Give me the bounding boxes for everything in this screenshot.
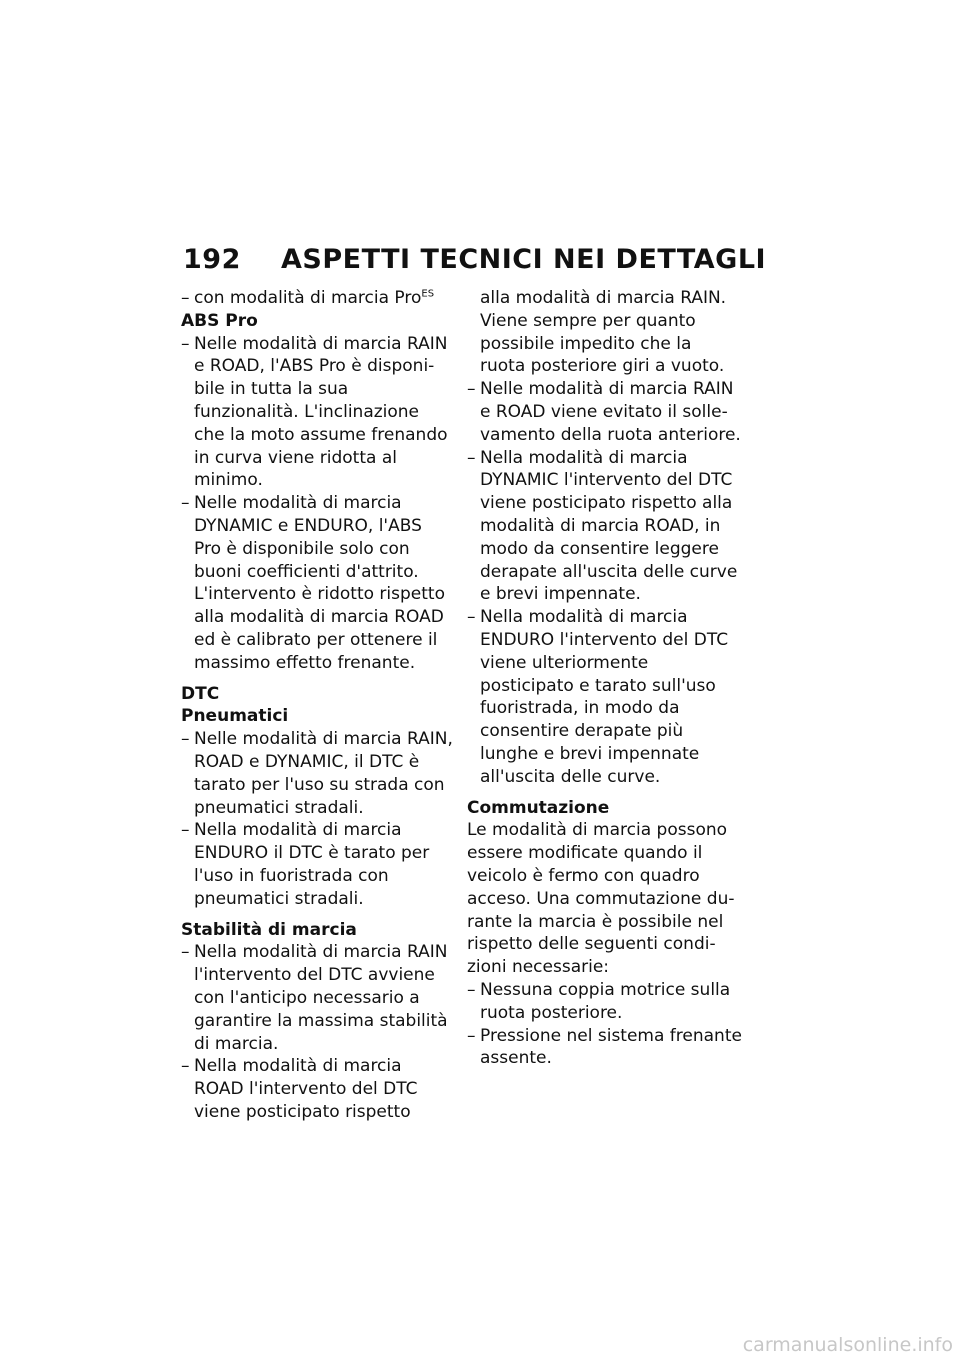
watermark: carmanualsonline.info — [742, 1334, 953, 1356]
paragraph: Le modalità di marcia possono essere modificate quando il veicolo è fermo con quadro acceso. Una commutazione durante la marcia è possibile nel rispetto delle seguenti condizioni necessarie: — [467, 820, 735, 978]
right-column — [467, 287, 742, 1070]
dash-bullet: – — [181, 288, 190, 308]
dash-bullet: – — [467, 379, 476, 400]
page-header — [183, 240, 783, 280]
section-heading-commutazione: Commutazione — [467, 797, 610, 818]
section-heading-dtc: DTC — [181, 683, 220, 704]
list-item-text: Nella modalità di marcia DYNAMIC l'intervento del DTC viene posticipato rispetto alla modalità di marcia ROAD, in modo da consentire leggere derapate all'uscita delle curve e brevi impennate. — [480, 447, 738, 605]
section-heading-abs-pro: ABS Pro — [181, 310, 258, 331]
list-item — [467, 447, 742, 607]
list-item — [181, 1055, 453, 1123]
list-item-text: Nella modalità di marcia ENDURO l'intervento del DTC viene ulteriormente posticipato e tarato sull'uso fuoristrada, in modo da consentire derapate più lunghe e brevi impennate all'uscita delle curve. — [480, 607, 729, 787]
list-item-text: con modalità di marcia Pro — [194, 288, 422, 308]
list-item-text: Nelle modalità di marcia RAIN e ROAD, l'ABS Pro è disponibile in tutta la sua funzionalità. L'inclinazione che la moto assume frenando in curva viene ridotta al minimo. — [194, 333, 448, 491]
continued-text: alla modalità di marcia RAIN. Viene sempre per quanto possibile impedito che la ruota posteriore giri a vuoto. — [480, 288, 727, 377]
dash-bullet: – — [181, 820, 190, 841]
dash-bullet: – — [467, 1025, 476, 1046]
dash-bullet: – — [467, 447, 476, 468]
list-item — [181, 492, 453, 674]
list-item-text: Nelle modalità di marcia RAIN, ROAD e DYNAMIC, il DTC è tarato per l'uso su strada con pneumatici stradali. — [194, 729, 453, 818]
list-item-text: Pressione nel sistema frenante assente. — [480, 1025, 742, 1069]
list-item — [181, 819, 453, 910]
list-item — [467, 1025, 742, 1071]
list-item — [467, 378, 742, 446]
list-item-text: Nella modalità di marcia ENDURO il DTC è tarato per l'uso in fuoristrada con pneumatici stradali. — [194, 820, 430, 909]
dash-bullet: – — [181, 729, 190, 750]
dash-bullet: – — [181, 942, 190, 963]
dash-bullet: – — [467, 979, 476, 1000]
list-item — [181, 728, 453, 819]
list-item — [181, 941, 453, 1055]
dash-bullet: – — [181, 1056, 190, 1077]
dash-bullet: – — [181, 333, 190, 354]
list-item-text: Nessuna coppia motrice sulla ruota posteriore. — [480, 979, 731, 1023]
page-number: 192 — [183, 244, 241, 275]
list-item-text: Nelle modalità di marcia RAIN e ROAD viene evitato il sollevamento della ruota anteriore. — [480, 379, 741, 445]
list-item-text: Nella modalità di marcia ROAD l'intervento del DTC viene posticipato rispetto — [194, 1056, 418, 1122]
list-item — [181, 287, 453, 310]
list-item — [467, 606, 742, 788]
es-superscript: ES — [421, 288, 435, 300]
dash-bullet: – — [181, 493, 190, 514]
dash-bullet: – — [467, 607, 476, 628]
list-item — [467, 979, 742, 1025]
page-title: ASPETTI TECNICI NEI DETTAGLI — [281, 244, 767, 275]
list-item — [181, 333, 453, 493]
subheading-stabilita: Stabilità di marcia — [181, 919, 357, 940]
subheading-pneumatici: Pneumatici — [181, 706, 289, 727]
list-item-text: Nella modalità di marcia RAIN l'intervento del DTC avviene con l'anticipo necessario a garantire la massima stabilità di marcia. — [194, 942, 448, 1054]
left-column — [181, 287, 453, 1124]
list-item-text: Nelle modalità di marcia DYNAMIC e ENDURO, l'ABS Pro è disponibile solo con buoni coefficienti d'attrito. L'intervento è ridotto rispetto alla modalità di marcia ROAD ed è calibrato per ottenere il massimo effetto frenante. — [194, 493, 445, 673]
